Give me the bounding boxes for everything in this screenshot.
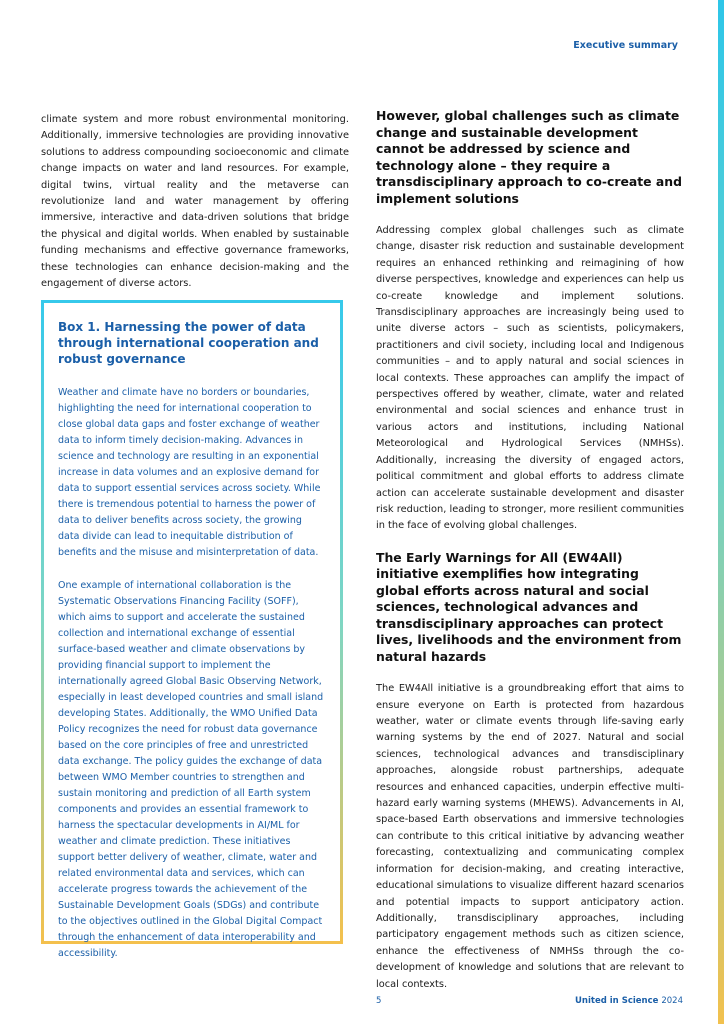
publication-title: United in Science: [575, 996, 659, 1006]
box-1: [41, 300, 343, 959]
page-number: 5: [376, 996, 382, 1006]
side-gradient-bar: [718, 0, 724, 1024]
publication-footer: [575, 996, 683, 1006]
left-column: [41, 112, 349, 292]
section-paragraph: Addressing complex global challenges such as climate change, disaster risk reduction and sustainable development requires an enhanced rethinking and reimagining of how diverse perspectives, knowledge and experiences can help us co-create knowledge and implement solutions. Transdisciplinary approaches are increasingly being used to unite diverse actors – such as scientists, policymakers, practitioners and civil society, including local and Indigenous communities – and to apply natural and social sciences in local contexts. These approaches can amplify the impact of perspectives offered by weather, climate, water and related environmental and social sciences and enhance trust in various actors and institutions, including National Meteorological and Hydrological Services (NMHSs). Additionally, increasing the diversity of engaged actors, political commitment and global efforts to address climate action can accelerate sustainable development and disaster risk reduction, leading to stronger, more resilient communities in the face of evolving global challenges.: [376, 225, 684, 532]
box-paragraph: One example of international collaboration is the Systematic Observations Financing Facility (SOFF), which aims to support and accelerate the sustained collection and international exchange of essential surface-based weather and climate observations by providing financial support to implement the internationally agreed Global Basic Observing Network, especially in least developed countries and small island developing States. Additionally, the WMO Unified Data Policy recognizes the need for robust data governance based on the core principles of free and unrestricted data exchange. The policy guides the exchange of data between WMO Member countries to strengthen and sustain monitoring and prediction of all Earth system components and provides an essential framework to harness the spectacular developments in AI/ML for weather and climate prediction. These initiatives support better delivery of weather, climate, water and related environmental data and services, which can accelerate progress towards the achievement of the Sustainable Development Goals (SDGs) and contribute to the objectives outlined in the Global Digital Compact through the enhancement of data interoperability and accessibility.: [58, 580, 324, 959]
publication-year: 2024: [661, 996, 683, 1006]
right-column: [376, 108, 684, 1008]
section-heading: However, global challenges such as climate change and sustainable development cannot be addressed by science and technology alone – they require a transdisciplinary approach to co-create and implement solutions: [376, 108, 682, 206]
running-header: Executive summary: [573, 40, 678, 51]
section-heading: The Early Warnings for All (EW4All) initiative exemplifies how integrating global efforts across natural and social sciences, technological advances and transdisciplinary approaches can protect lives, livelihoods and the environment from natural hazards: [376, 549, 682, 664]
section-paragraph: The EW4All initiative is a groundbreaking effort that aims to ensure everyone on Earth is protected from hazardous weather, water or climate events through life-saving early warning systems by the end of 2027. Natural and social sciences, technological advances and transdisciplinary approaches, alongside robust partnerships, adequate resources and enhanced capacities, underpin effective multi-hazard early warning systems (MHEWS). Advancements in AI, space-based Earth observations and immersive technologies can contribute to this critical initiative by advancing weather forecasting, contextualizing and communicating complex information for decision-making, and creating interactive, educational simulations to visualize different hazard scenarios and potential impacts to support anticipatory action. Additionally, transdisciplinary approaches, including participatory engagement methods such as citizen science, enhance the effectiveness of NMHSs through the co-development of knowledge and solutions that are relevant to local contexts.: [376, 683, 684, 990]
box-paragraph: Weather and climate have no borders or boundaries, highlighting the need for international cooperation to close global data gaps and foster exchange of weather data to inform timely decision-making. Advances in science and technology are resulting in an exponential increase in data volumes and an explosive demand for data to support essential services across society. While there is tremendous potential to harness the power of data to deliver benefits across society, the growing data divide can lead to inequitable distribution of benefits and the misuse and misinterpretation of data.: [58, 387, 321, 558]
intro-paragraph: climate system and more robust environmental monitoring. Additionally, immersive technologies are providing innovative solutions to address compounding socioeconomic and climate change impacts on water and land resources. For example, digital twins, virtual reality and the metaverse can revolutionize land and water management by offering immersive, interactive and data-driven solutions that bridge the physical and digital worlds. When enabled by sustainable funding mechanisms and effective governance frameworks, these technologies can enhance decision-making and the engagement of diverse actors.: [41, 114, 349, 290]
box-title: Box 1. Harnessing the power of data through international cooperation and robust governance: [58, 320, 319, 366]
